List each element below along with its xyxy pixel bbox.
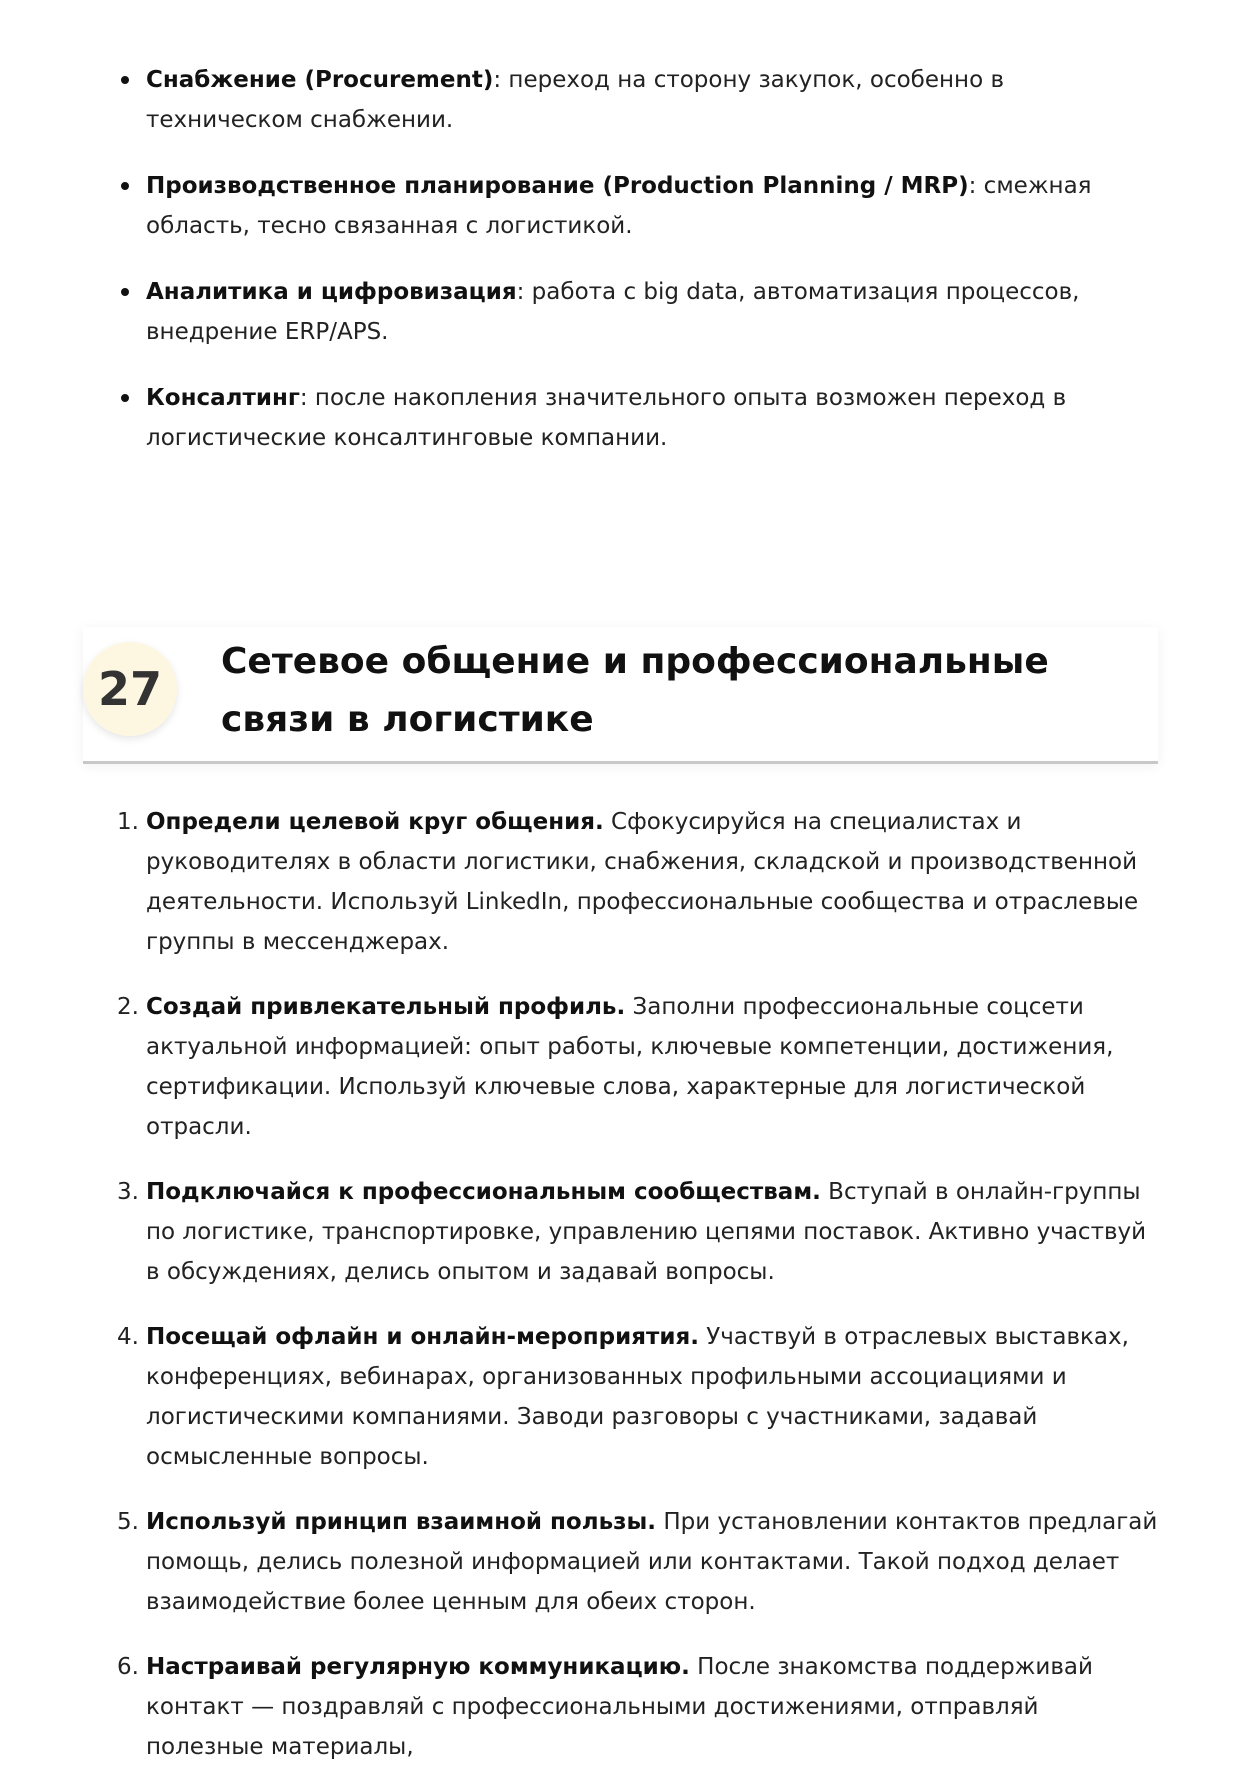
bullet-dot-icon xyxy=(121,288,129,296)
numbered-item xyxy=(117,1317,1158,1477)
item-heading: Подключайся к профессиональным сообществам. xyxy=(146,1179,821,1205)
item-heading: Аналитика и цифровизация xyxy=(146,279,517,305)
item-number: 5. xyxy=(117,1509,139,1535)
numbered-item xyxy=(117,1647,1158,1767)
bullet-dot-icon xyxy=(121,182,129,190)
bullet-dot-icon xyxy=(121,394,129,402)
section-title: Сетевое общение и профессиональные связи в логистике xyxy=(221,641,1049,740)
numbered-item xyxy=(117,1502,1158,1622)
item-text: Вступай в онлайн-группы по логистике, транспортировке, управлению цепями поставок. Активно участвуй в обсуждениях, делись опытом и задавай вопросы. xyxy=(146,1179,1147,1285)
item-text: При установлении контактов предлагай помощь, делись полезной информацией или контактами. Такой подход делает взаимодействие более ценным для обеих сторон. xyxy=(146,1509,1158,1615)
item-heading: Настраивай регулярную коммуникацию. xyxy=(146,1654,690,1680)
item-heading: Консалтинг xyxy=(146,385,300,411)
item-text: : смежная область, тесно связанная с логистикой. xyxy=(146,173,1092,239)
item-heading: Посещай офлайн и онлайн-мероприятия. xyxy=(146,1324,699,1350)
section-header xyxy=(83,627,1158,764)
item-number: 3. xyxy=(117,1179,139,1205)
item-number: 4. xyxy=(117,1324,139,1350)
item-text: Заполни профессиональные соцсети актуальной информацией: опыт работы, ключевые компетенции, достижения, сертификации. Используй ключевые слова, характерные для логистической отрасли. xyxy=(146,994,1114,1140)
career-options-list xyxy=(146,60,1156,484)
numbered-item xyxy=(117,987,1158,1147)
section-number-badge: 27 xyxy=(83,642,177,736)
item-number: 6. xyxy=(117,1654,139,1680)
numbered-item xyxy=(117,802,1158,962)
item-heading: Производственное планирование (Production Planning / MRP) xyxy=(146,173,969,199)
networking-steps-list xyxy=(117,802,1158,1792)
item-number: 2. xyxy=(117,994,139,1020)
item-heading: Определи целевой круг общения. xyxy=(146,809,604,835)
item-heading: Создай привлекательный профиль. xyxy=(146,994,626,1020)
list-item xyxy=(146,60,1156,140)
item-text: После знакомства поддерживай контакт — поздравляй с профессиональными достижениями, отправляй полезные материалы, xyxy=(146,1654,1093,1760)
list-item xyxy=(146,166,1156,246)
list-item xyxy=(146,272,1156,352)
item-text: Участвуй в отраслевых выставках, конференциях, вебинарах, организованных профильными ассоциациями и логистическими компаниями. Заводи разговоры с участниками, задавай осмысленные вопросы. xyxy=(146,1324,1129,1470)
list-item xyxy=(146,378,1156,458)
item-text: : работа с big data, автоматизация процессов, внедрение ERP/APS. xyxy=(146,279,1080,345)
item-text: : переход на сторону закупок, особенно в техническом снабжении. xyxy=(146,67,1005,133)
item-text: Сфокусируйся на специалистах и руководителях в области логистики, снабжения, складской и производственной деятельности. Используй LinkedIn, профессиональные сообщества и отраслевые группы в мессенджерах. xyxy=(146,809,1139,955)
item-text: : после накопления значительного опыта возможен переход в логистические консалтинговые компании. xyxy=(146,385,1067,451)
numbered-item xyxy=(117,1172,1158,1292)
item-heading: Снабжение (Procurement) xyxy=(146,67,494,93)
item-number: 1. xyxy=(117,809,139,835)
item-heading: Используй принцип взаимной пользы. xyxy=(146,1509,657,1535)
bullet-dot-icon xyxy=(121,76,129,84)
